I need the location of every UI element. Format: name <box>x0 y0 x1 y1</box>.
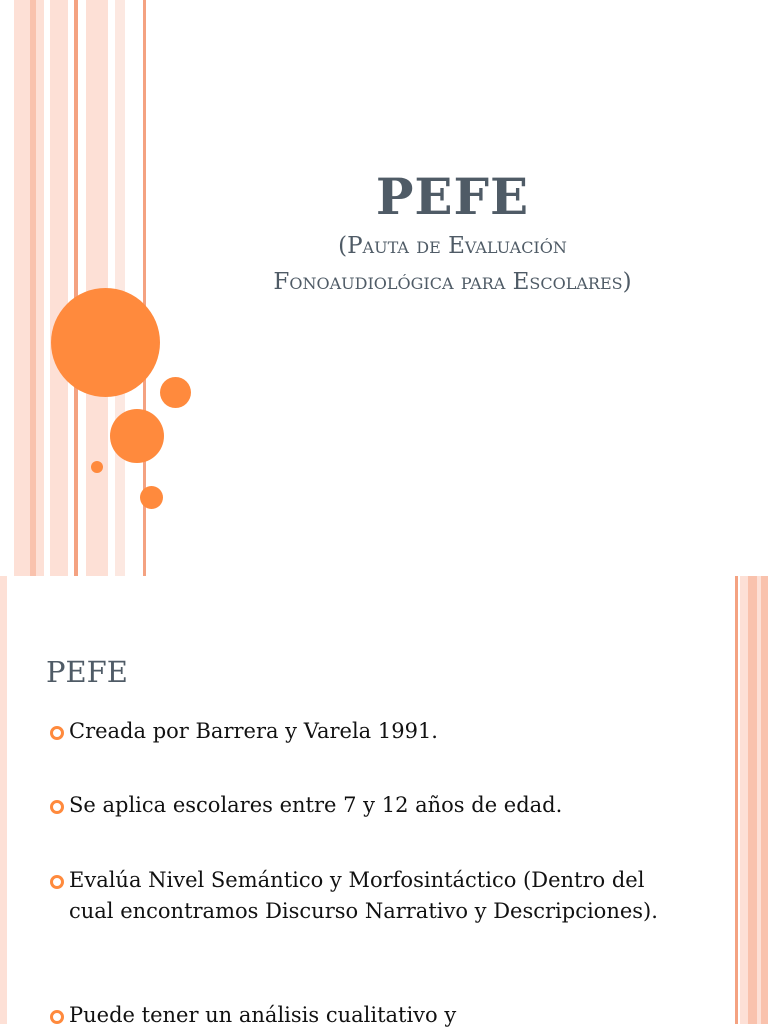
decorative-circle-large <box>51 288 160 397</box>
bullet-item <box>50 716 670 747</box>
bullet-item <box>50 865 670 927</box>
decorative-circle-small <box>160 377 191 408</box>
decorative-circle-small <box>140 486 163 509</box>
bullet-text: Evalúa Nivel Semántico y Morfosintáctico (Dentro del cual encontramos Discurso Narrativo y Descripciones). <box>69 868 658 923</box>
bullet-text: Puede tener un análisis cualitativo y <box>69 1003 457 1027</box>
decorative-stripe <box>74 0 78 576</box>
bullet-item <box>50 1000 670 1031</box>
decorative-circle-medium <box>110 409 164 463</box>
decorative-stripe <box>0 576 7 1024</box>
bullet-item <box>50 790 670 821</box>
bullet-text: Creada por Barrera y Varela 1991. <box>69 719 438 743</box>
decorative-circle-tiny <box>91 461 103 473</box>
slide-title: PEFE <box>46 655 128 689</box>
slide-title: PEFE <box>375 167 530 226</box>
bullet-circle-icon <box>50 800 64 814</box>
decorative-stripe <box>30 0 36 576</box>
slide-subtitle: (Pauta de Evaluación Fonoaudiológica para Escolares) <box>273 233 632 295</box>
decorative-stripe <box>735 576 738 1024</box>
bullet-circle-icon <box>50 726 64 740</box>
bullet-circle-icon <box>50 1010 64 1024</box>
decorative-stripe <box>50 0 68 576</box>
decorative-stripe <box>757 576 761 1024</box>
decorative-stripe <box>14 0 44 576</box>
bullet-circle-icon <box>50 875 64 889</box>
bullet-text: Se aplica escolares entre 7 y 12 años de edad. <box>69 793 563 817</box>
decorative-stripe <box>115 0 125 576</box>
decorative-stripe <box>740 576 748 1024</box>
